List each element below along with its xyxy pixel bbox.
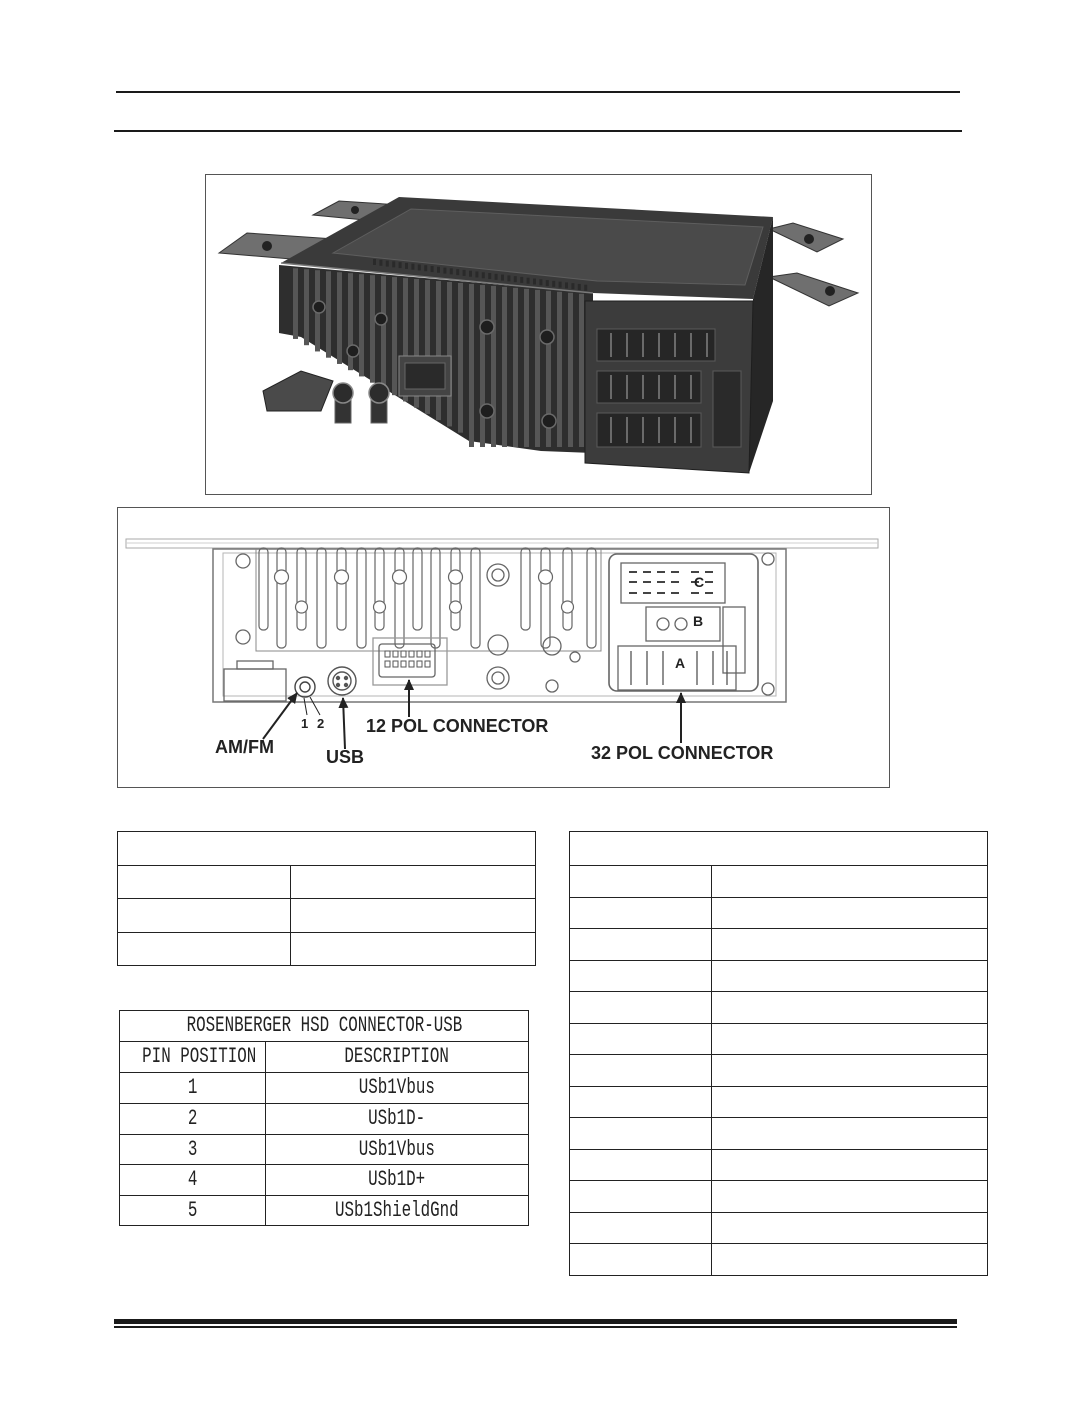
table-cell bbox=[712, 992, 988, 1024]
unit-photo bbox=[206, 175, 872, 495]
photo-heatsink-fin bbox=[491, 286, 496, 447]
pin-cell bbox=[120, 1135, 266, 1165]
am-fm-label: AM/FM bbox=[215, 737, 274, 757]
photo-heatsink-fin bbox=[557, 292, 562, 447]
photo-heatsink-fin bbox=[568, 293, 573, 447]
fin-keyhole bbox=[562, 601, 574, 613]
header-pin-position: PIN POSITION bbox=[142, 1044, 257, 1069]
photo-heatsink-fin bbox=[458, 283, 463, 433]
table-row bbox=[120, 1073, 529, 1104]
photo-heatsink-fin bbox=[326, 271, 331, 358]
table-row bbox=[570, 866, 988, 898]
block-b-label: B bbox=[693, 613, 704, 629]
heatsink-fin bbox=[395, 548, 404, 648]
table-row bbox=[570, 1055, 988, 1087]
grille-slot bbox=[469, 271, 472, 277]
am-fm-port-inner bbox=[300, 682, 310, 692]
table-row bbox=[570, 1023, 988, 1055]
screw bbox=[762, 553, 774, 565]
header-description-cell bbox=[266, 1042, 529, 1073]
pin-cell bbox=[120, 1196, 266, 1226]
grille-slot bbox=[514, 276, 517, 282]
pin-number: 4 bbox=[187, 1167, 198, 1192]
pin-1-leader bbox=[304, 698, 307, 715]
table-cell bbox=[712, 866, 988, 898]
boss bbox=[487, 667, 509, 689]
grille-slot bbox=[463, 270, 466, 276]
table-row bbox=[570, 960, 988, 992]
fin-keyhole bbox=[450, 601, 462, 613]
pin bbox=[385, 651, 390, 657]
description-cell bbox=[266, 1135, 529, 1165]
table-cell bbox=[570, 1118, 712, 1150]
heatsink-fin bbox=[413, 548, 422, 630]
am-fm-port bbox=[295, 677, 315, 697]
screw bbox=[236, 554, 250, 568]
table-cell bbox=[570, 1181, 712, 1213]
pin-number: 1 bbox=[187, 1075, 198, 1100]
grille-slot bbox=[379, 260, 382, 266]
heatsink-fin bbox=[337, 548, 346, 630]
usb-pin bbox=[345, 677, 348, 680]
screw bbox=[570, 652, 580, 662]
table-row bbox=[118, 933, 536, 966]
table-header-row bbox=[570, 832, 988, 866]
table-row bbox=[120, 1165, 529, 1196]
grille-slot bbox=[475, 271, 478, 277]
grille-slot bbox=[482, 272, 485, 278]
photo-heatsink-fin bbox=[304, 269, 309, 345]
grille-slot bbox=[565, 282, 568, 288]
connector-slot-side bbox=[713, 371, 741, 447]
table-cell bbox=[712, 1086, 988, 1118]
grille-slot bbox=[411, 264, 414, 270]
table-cell bbox=[570, 1055, 712, 1087]
grille-slot bbox=[546, 280, 549, 286]
left-block bbox=[224, 661, 286, 701]
grille-slot bbox=[527, 278, 530, 284]
connector-12-pins bbox=[385, 651, 430, 667]
usb-port-inner bbox=[333, 672, 351, 690]
table-row bbox=[570, 1244, 988, 1276]
usb-label: USB bbox=[326, 747, 365, 767]
table-cell bbox=[712, 1023, 988, 1055]
header-rule-bottom bbox=[114, 130, 962, 132]
footer-rule-thin bbox=[114, 1326, 957, 1328]
pin bbox=[417, 661, 422, 667]
connector-12-pol bbox=[373, 638, 447, 685]
table-cell bbox=[291, 933, 536, 966]
grille-slot bbox=[571, 283, 574, 289]
table-row bbox=[570, 1086, 988, 1118]
connector-slot-c bbox=[597, 329, 715, 361]
boss-inner bbox=[492, 569, 504, 581]
grille-slot bbox=[488, 273, 491, 279]
boss-inner bbox=[492, 672, 504, 684]
footer-rule-thick bbox=[114, 1319, 957, 1324]
bolt bbox=[542, 414, 556, 428]
heatsink-fins-outline bbox=[259, 548, 596, 648]
pin-number: 5 bbox=[187, 1197, 198, 1223]
pin-description: USb1D- bbox=[368, 1106, 426, 1131]
empty-table-left bbox=[117, 831, 536, 966]
grille-slot bbox=[399, 262, 402, 268]
usb-socket bbox=[369, 383, 389, 403]
description-cell bbox=[266, 1104, 529, 1135]
table-row bbox=[570, 929, 988, 961]
grille-slot bbox=[392, 261, 395, 267]
usb-table-title: ROSENBERGER HSD CONNECTOR-USB bbox=[186, 1013, 462, 1038]
heatsink-fin bbox=[563, 548, 572, 630]
photo-heatsink-fin bbox=[579, 294, 584, 447]
bolt bbox=[480, 404, 494, 418]
pin bbox=[393, 661, 398, 667]
heatsink-fin bbox=[521, 548, 530, 630]
table-cell bbox=[291, 866, 536, 899]
table-cell bbox=[712, 1055, 988, 1087]
flange-hole bbox=[825, 286, 835, 296]
table-cell bbox=[570, 897, 712, 929]
connector-slot-b bbox=[597, 371, 701, 403]
header-pin-cell bbox=[120, 1042, 266, 1073]
grille-slot bbox=[578, 284, 581, 290]
table-header-cell bbox=[570, 832, 988, 866]
fin-keyhole bbox=[275, 570, 289, 584]
mounting-rail bbox=[126, 539, 878, 548]
photo-heatsink-fin bbox=[524, 289, 529, 447]
table-cell bbox=[570, 1212, 712, 1244]
bolt bbox=[480, 320, 494, 334]
table-cell bbox=[712, 929, 988, 961]
table-row bbox=[570, 1118, 988, 1150]
table-cell bbox=[712, 897, 988, 929]
table-cell bbox=[118, 866, 291, 899]
heatsink-fin bbox=[541, 548, 550, 648]
description-cell bbox=[266, 1196, 529, 1226]
pin bbox=[409, 661, 414, 667]
table-row bbox=[118, 866, 536, 899]
usb-table-title-cell bbox=[120, 1011, 529, 1042]
table-cell bbox=[570, 866, 712, 898]
flange-hole bbox=[804, 234, 814, 244]
heatsink-fin bbox=[431, 548, 440, 648]
block-a-label: A bbox=[675, 655, 686, 671]
boss bbox=[487, 564, 509, 586]
boss bbox=[488, 635, 508, 655]
screw bbox=[236, 630, 250, 644]
screw bbox=[546, 680, 558, 692]
screw bbox=[762, 683, 774, 695]
pin bbox=[401, 651, 406, 657]
grille-slot bbox=[533, 279, 536, 285]
fin-keyhole bbox=[449, 570, 463, 584]
boss bbox=[543, 637, 561, 655]
left-slab bbox=[263, 371, 333, 411]
connector-slot-a bbox=[597, 413, 701, 447]
flange-hole bbox=[351, 206, 359, 214]
photo-heatsink-fin bbox=[293, 268, 298, 339]
fin-keyhole bbox=[374, 601, 386, 613]
grille-slot bbox=[418, 264, 421, 270]
pin-cell bbox=[120, 1104, 266, 1135]
grille-slot bbox=[501, 275, 504, 281]
fin-keyhole bbox=[393, 570, 407, 584]
table-cell bbox=[570, 1244, 712, 1276]
photo-heatsink-fin bbox=[381, 276, 386, 389]
usb-port bbox=[328, 667, 356, 695]
pin bbox=[393, 651, 398, 657]
pin-number: 3 bbox=[187, 1136, 198, 1162]
pin bbox=[417, 651, 422, 657]
photo-heatsink-fin bbox=[436, 281, 441, 420]
table-row bbox=[570, 1212, 988, 1244]
table-cell bbox=[712, 1244, 988, 1276]
flange-hole bbox=[262, 241, 272, 251]
pin-description: USb1D+ bbox=[368, 1167, 426, 1192]
grille-slot bbox=[539, 279, 542, 285]
grille-slot bbox=[495, 274, 498, 280]
connector-block-photo bbox=[585, 301, 753, 473]
header-rule-top bbox=[116, 91, 960, 93]
table-row bbox=[120, 1135, 529, 1165]
grille-slot bbox=[450, 268, 453, 274]
table-cell bbox=[712, 1181, 988, 1213]
usb-pin bbox=[345, 684, 348, 687]
table-cell bbox=[291, 899, 536, 933]
table-row bbox=[570, 897, 988, 929]
grille-slot bbox=[456, 269, 459, 275]
grille-slot bbox=[424, 265, 427, 271]
bolt bbox=[375, 313, 387, 325]
photo-heatsink-fin bbox=[513, 288, 518, 447]
heatsink-fin bbox=[587, 548, 596, 648]
usb-connector-table bbox=[119, 1010, 529, 1226]
bolt bbox=[540, 330, 554, 344]
usb-table-header-row bbox=[120, 1042, 529, 1073]
table-cell bbox=[570, 992, 712, 1024]
table-cell bbox=[570, 1023, 712, 1055]
flange-front-right bbox=[769, 273, 858, 306]
photo-heatsink-fin bbox=[480, 285, 485, 447]
grille-slot bbox=[559, 282, 562, 288]
pin bbox=[385, 661, 390, 667]
heatsink-region bbox=[256, 549, 601, 651]
grille-slot bbox=[405, 263, 408, 269]
table-row bbox=[118, 899, 536, 933]
photo-heatsink-fin bbox=[359, 274, 364, 376]
table-cell bbox=[570, 929, 712, 961]
table-header-cell bbox=[118, 832, 536, 866]
grille-slot bbox=[443, 268, 446, 274]
pol12-label: 12 POL CONNECTOR bbox=[366, 716, 549, 736]
table-row bbox=[570, 1181, 988, 1213]
heatsink-fin bbox=[297, 548, 306, 630]
description-cell bbox=[266, 1073, 529, 1104]
table-cell bbox=[570, 960, 712, 992]
empty-table-right bbox=[569, 831, 988, 1276]
table-row bbox=[570, 992, 988, 1024]
photo-heatsink-fin bbox=[469, 284, 474, 447]
photo-heatsink-fin bbox=[447, 282, 452, 426]
grille-slot bbox=[431, 266, 434, 272]
heatsink-fin bbox=[471, 548, 480, 648]
table-cell bbox=[712, 1118, 988, 1150]
pin bbox=[409, 651, 414, 657]
rj-connector-opening bbox=[405, 363, 445, 389]
block-c-label: C bbox=[694, 574, 705, 590]
grille-slot bbox=[520, 277, 523, 283]
table-row bbox=[570, 1149, 988, 1181]
grille-slot bbox=[373, 259, 376, 265]
photo-heatsink-fin bbox=[392, 277, 397, 395]
grille-slot bbox=[584, 285, 587, 291]
grille-slot bbox=[437, 267, 440, 273]
pin-description: USb1ShieldGnd bbox=[335, 1197, 459, 1223]
bolt bbox=[347, 345, 359, 357]
table-cell bbox=[570, 1149, 712, 1181]
pin-2-leader bbox=[310, 697, 320, 715]
pin-cell bbox=[120, 1165, 266, 1196]
table-row bbox=[120, 1104, 529, 1135]
table-row bbox=[120, 1196, 529, 1226]
photo-heatsink-fin bbox=[535, 290, 540, 447]
usb-table-title-row bbox=[120, 1011, 529, 1042]
heatsink-fin bbox=[451, 548, 460, 630]
pin-1-label: 1 bbox=[301, 716, 309, 731]
header-description: DESCRIPTION bbox=[344, 1044, 450, 1069]
table-cell bbox=[712, 1149, 988, 1181]
pin bbox=[401, 661, 406, 667]
table-header-row bbox=[118, 832, 536, 866]
grille-slot bbox=[552, 281, 555, 287]
usb-pin bbox=[337, 684, 340, 687]
usb-arrow bbox=[343, 698, 345, 749]
table-cell bbox=[570, 1086, 712, 1118]
pin-number: 2 bbox=[187, 1106, 198, 1131]
pol32-label: 32 POL CONNECTOR bbox=[591, 743, 774, 763]
table-cell bbox=[118, 933, 291, 966]
heatsink-fin bbox=[317, 548, 326, 648]
pin-description: USb1Vbus bbox=[358, 1136, 436, 1162]
fin-keyhole bbox=[539, 570, 553, 584]
pin bbox=[425, 661, 430, 667]
heatsink-fin bbox=[357, 548, 366, 648]
pin-cell bbox=[120, 1073, 266, 1104]
photo-heatsink-fin bbox=[370, 275, 375, 383]
photo-heatsink-fin bbox=[337, 272, 342, 364]
fin-keyhole bbox=[335, 570, 349, 584]
pin-2-label: 2 bbox=[317, 716, 325, 731]
pin-description: USb1Vbus bbox=[358, 1075, 436, 1100]
am-fm-arrow bbox=[263, 693, 297, 739]
fin-keyhole bbox=[296, 601, 308, 613]
pin bbox=[425, 651, 430, 657]
heatsink-fin bbox=[277, 548, 286, 648]
table-cell bbox=[712, 1212, 988, 1244]
unit-photo-frame bbox=[205, 174, 872, 495]
antenna-socket bbox=[333, 383, 353, 403]
grille-slot bbox=[507, 275, 510, 281]
table-cell bbox=[118, 899, 291, 933]
am-fm-port-outer bbox=[295, 677, 315, 697]
grille-slot bbox=[386, 261, 389, 267]
description-cell bbox=[266, 1165, 529, 1196]
table-cell bbox=[712, 960, 988, 992]
photo-heatsink-fin bbox=[502, 287, 507, 447]
usb-pin bbox=[337, 677, 340, 680]
left-block-top bbox=[237, 661, 273, 669]
heatsink-fin bbox=[375, 548, 384, 630]
usb-port-outer bbox=[328, 667, 356, 695]
heatsink-fin bbox=[259, 548, 268, 630]
bolt bbox=[313, 301, 325, 313]
